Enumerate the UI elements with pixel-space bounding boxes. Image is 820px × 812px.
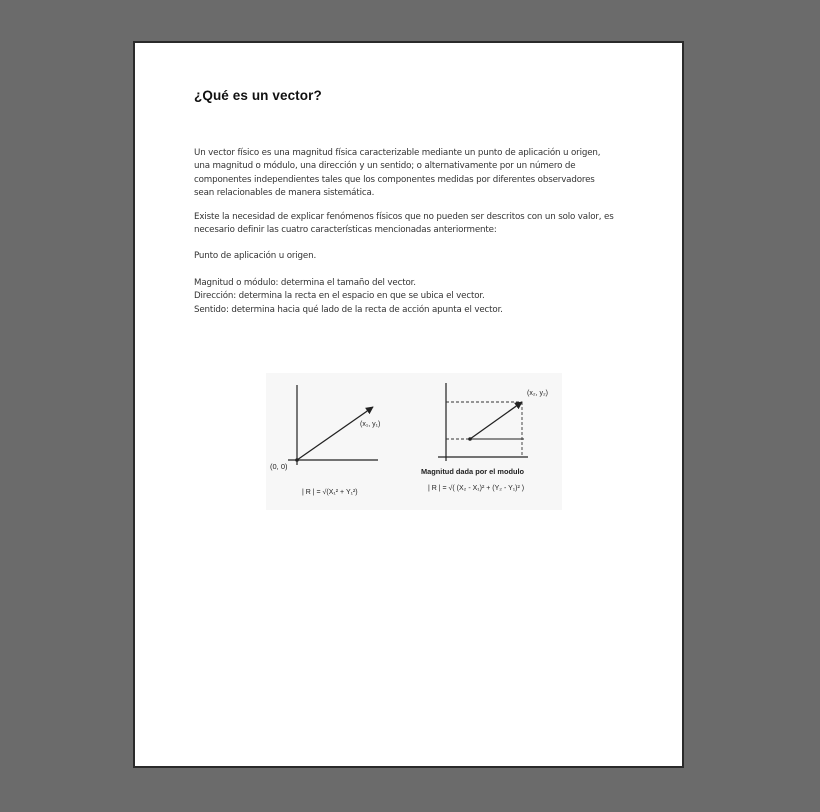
left-vector-arrow	[297, 407, 373, 460]
paragraph-origin	[194, 250, 634, 263]
right-point-label: (x₂, y₂)	[527, 390, 548, 397]
origin-label: (0, 0)	[270, 462, 288, 471]
text-line: una magnitud o módulo, una dirección y un sentido; o alternativamente por un número de	[194, 161, 576, 172]
paragraph-definition	[194, 147, 634, 200]
vector-diagrams	[266, 373, 562, 510]
text-line: Existe la necesidad de explicar fenómenos físicos que no pueden ser descritos con un solo valor, es	[194, 212, 614, 222]
document-page	[133, 41, 684, 768]
text-line: sean relacionables de manera sistemática.	[194, 187, 375, 198]
text-line: componentes independientes tales que los componentes medidas por diferentes observadores	[194, 174, 595, 185]
origin-point	[295, 458, 299, 462]
text-line: Punto de aplicación u origen.	[194, 251, 317, 261]
left-formula: | R | = √(X₁² + Y₁²)	[302, 489, 358, 496]
left-diagram	[270, 385, 380, 496]
text-line: Dirección: determina la recta en el espacio en que se ubica el vector.	[194, 291, 485, 302]
start-point	[468, 437, 472, 441]
vector-figure	[266, 373, 562, 510]
left-point-label: (x₁, y₁)	[360, 421, 381, 428]
text-line: Un vector físico es una magnitud física caracterizable mediante un punto de aplicación u origen,	[194, 148, 601, 158]
text-line: Sentido: determina hacia qué lado de la recta de acción apunta el vector.	[194, 304, 503, 315]
right-vector-arrow	[470, 402, 522, 439]
right-caption: Magnitud dada por el modulo	[421, 467, 525, 476]
paragraph-characteristics	[194, 277, 634, 317]
right-formula: | R | = √( (X₂ - X₁)² + (Y₂ - Y₁)² )	[428, 485, 525, 492]
document-title: ¿Qué es un vector?	[194, 88, 322, 103]
text-line: Magnitud o módulo: determina el tamaño del vector.	[194, 278, 416, 288]
right-diagram	[421, 383, 548, 492]
paragraph-necessity	[194, 211, 634, 238]
text-line: necesario definir las cuatro características mencionadas anteriormente:	[194, 225, 497, 236]
